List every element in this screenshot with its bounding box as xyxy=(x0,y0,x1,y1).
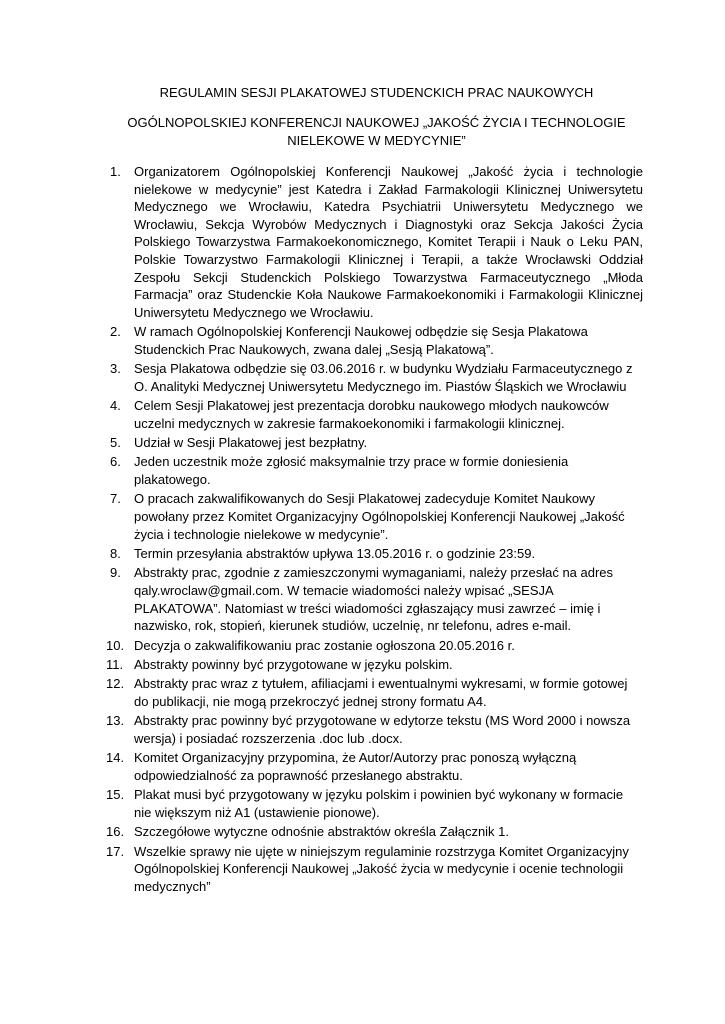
rule-text: Celem Sesji Plakatowej jest prezentacja dorobku naukowego młodych naukowców uczelni medycznych w zakresie farmakoekonomiki i farmakologii klinicznej. xyxy=(134,398,609,431)
rule-item xyxy=(106,656,643,674)
rule-item xyxy=(106,843,643,896)
rule-number: 17. xyxy=(106,843,125,859)
rule-item xyxy=(110,453,643,488)
rule-item xyxy=(110,397,643,432)
document-title: REGULAMIN SESJI PLAKATOWEJ STUDENCKICH PRAC NAUKOWYCH xyxy=(159,85,594,100)
rule-item xyxy=(106,749,643,784)
rule-number: 10. xyxy=(106,637,125,653)
rule-text: Abstrakty powinny być przygotowane w języku polskim. xyxy=(134,657,453,672)
rule-number: 1. xyxy=(110,164,121,179)
rule-item xyxy=(110,545,643,563)
rule-number: 2. xyxy=(110,324,121,340)
rule-text: Abstrakty prac wraz z tytułem, afiliacjami i ewentualnymi wykresami, w formie gotowej do publikacji, nie mogą przekroczyć jednej strony formatu A4. xyxy=(134,676,628,709)
rule-text: Jeden uczestnik może zgłosić maksymalnie trzy prace w formie doniesienia plakatowego. xyxy=(134,454,569,488)
rule-number: 16. xyxy=(106,824,125,840)
rule-text: Abstrakty prac, zgodnie z zamieszczonymi wymaganiami, należy przesłać na adres qaly.wroclaw@gmail.com. W temacie wiadomości należy wpisać „SESJA PLAKATOWA”. Natomiast w treści wiadomości zgłaszający musi zawrzeć – imię i nazwisko, rok, stopień, kierunek studiów, uczelnię, nr telefonu, adres e-mail. xyxy=(134,565,614,634)
rule-item xyxy=(110,434,643,452)
rule-text: Abstrakty prac powinny być przygotowane w edytorze tekstu (MS Word 2000 i nowsza wersja) i posiadać rozszerzenia .doc lub .docx. xyxy=(134,713,631,746)
rule-text: Organizatorem Ogólnopolskiej Konferencji Naukowej „Jakość życia i technologie nielekowe w medycynie” jest Katedra i Zakład Farmakologii Klinicznej Uniwersytetu Medycznego we Wrocławiu, Katedra Psychiatrii Uniwersytetu Medycznego we Wrocławiu, Sekcja Wyrobów Medycznych i Diagnostyki oraz Sekcja Jakości Życia Polskiego Towarzystwa Farmakoekonomicznego, Komitet Terapii i Nauk o Leku PAN, Polskie Towarzystwo Farmakologii Klinicznej i Terapii, a także Wrocławski Oddział Zespołu Sekcji Studenckich Polskiego Towarzystwa Farmaceutycznego „Młoda Farmacja” oraz Studenckie Koła Naukowe Farmakoekonomiki i Farmakologii Klinicznej Uniwersytetu Medycznego we Wrocławiu. xyxy=(134,164,643,320)
rule-text: O pracach zakwalifikowanych do Sesji Plakatowej zadecyduje Komitet Naukowy powołany przez Komitet Organizacyjny Ogólnopolskiej Konferencji Naukowej „Jakość życia i technologie nielekowe w medycynie”. xyxy=(134,491,625,542)
rule-item xyxy=(110,490,643,543)
rule-text: Decyzja o zakwalifikowaniu prac zostanie ogłoszona 20.05.2016 r. xyxy=(134,637,515,653)
rule-number: 4. xyxy=(110,398,121,414)
rule-text: Komitet Organizacyjny przypomina, że Autor/Autorzy prac ponoszą wyłączną odpowiedzialność za poprawność przesłanego abstraktu. xyxy=(134,750,577,783)
rule-number: 8. xyxy=(110,546,121,562)
rule-text: Udział w Sesji Plakatowej jest bezpłatny. xyxy=(134,435,368,451)
rule-number: 7. xyxy=(110,491,121,507)
rule-number: 5. xyxy=(110,435,121,451)
rule-item xyxy=(106,637,643,655)
rule-number: 15. xyxy=(106,787,125,803)
document-subtitle: OGÓLNOPOLSKIEJ KONFERENCJI NAUKOWEJ „JAKOŚĆ ŻYCIA I TECHNOLOGIE NIELEKOWE W MEDYCYNIE” xyxy=(127,115,626,148)
rule-item xyxy=(106,712,643,747)
rule-item xyxy=(106,675,643,710)
rule-item xyxy=(106,786,643,821)
rule-item xyxy=(110,360,643,395)
rule-text: Termin przesyłania abstraktów upływa 13.05.2016 r. o godzinie 23:59. xyxy=(134,546,536,562)
rule-number: 14. xyxy=(106,750,125,766)
rule-number: 12. xyxy=(106,676,125,692)
rule-number: 6. xyxy=(110,454,121,470)
rule-number: 11. xyxy=(106,657,124,672)
rule-number: 9. xyxy=(110,565,121,581)
rules-list xyxy=(106,163,643,896)
rule-text: Sesja Plakatowa odbędzie się 03.06.2016 r. w budynku Wydziału Farmaceutycznego z O. Analityki Medycznej Uniwersytetu Medycznego im. Piastów Śląskich we Wrocławiu xyxy=(134,361,633,394)
rule-item xyxy=(106,823,643,841)
rule-number: 3. xyxy=(110,361,121,377)
rule-item xyxy=(110,163,643,321)
rule-text: Szczegółowe wytyczne odnośnie abstraktów określa Załącznik 1. xyxy=(134,824,510,840)
rule-number: 13. xyxy=(106,713,125,729)
rule-text: W ramach Ogólnopolskiej Konferencji Naukowej odbędzie się Sesja Plakatowa Studenckich Prac Naukowych, zwana dalej „Sesją Plakatową”. xyxy=(134,324,588,357)
rule-item xyxy=(110,564,643,634)
rule-text: Plakat musi być przygotowany w języku polskim i powinien być wykonany w formacie nie większym niż A1 (ustawienie pionowe). xyxy=(134,787,624,820)
rule-text: Wszelkie sprawy nie ujęte w niniejszym regulaminie rozstrzyga Komitet Organizacyjny Ogólnopolskiej Konferencji Naukowej „Jakość życia w medycynie i ocenie technologii medycznych” xyxy=(134,843,629,894)
rule-item xyxy=(110,323,643,358)
